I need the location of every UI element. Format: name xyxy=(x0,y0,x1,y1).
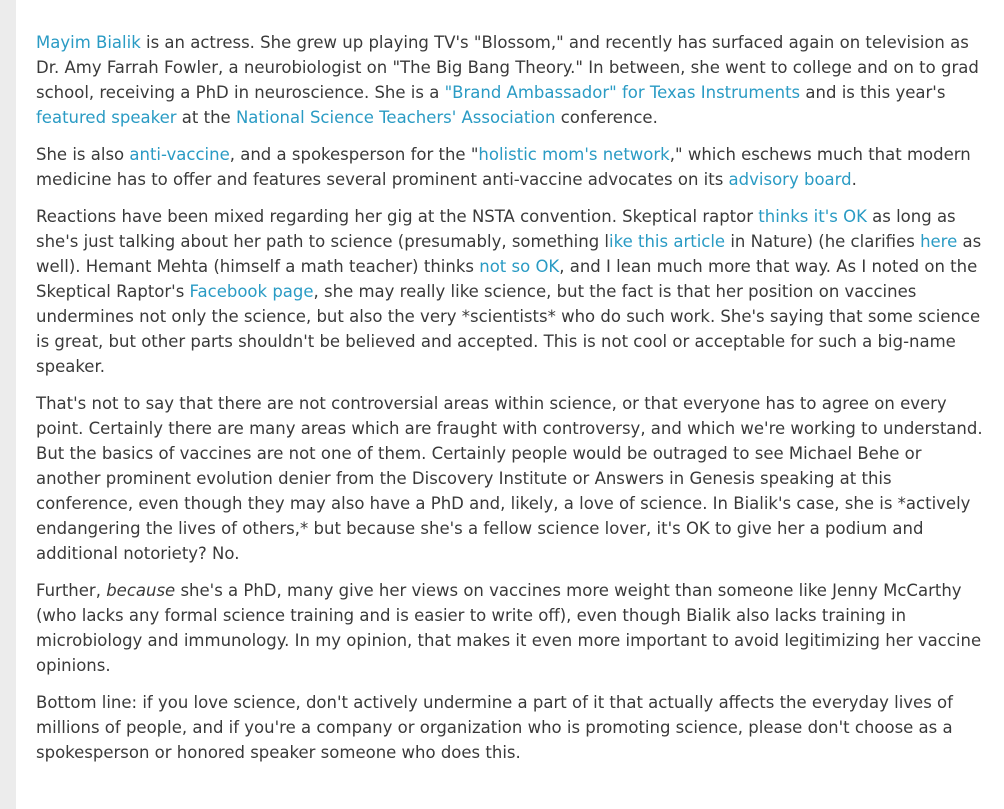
link-nsta[interactable]: National Science Teachers' Association xyxy=(235,108,556,127)
text-run: , and a spokesperson for the " xyxy=(229,145,479,164)
text-run: Reactions have been mixed regarding her gig at the NSTA convention. Skeptical raptor xyxy=(36,207,759,226)
link-here[interactable]: here xyxy=(920,232,958,251)
text-run: Further, xyxy=(36,581,107,600)
text-run: Bottom line: if you love science, don't actively undermine a part of it that actually affects the everyday lives of millions of people, and if you're a company or organization who is promoting science, please don't choose as a spokesperson or honored speaker someone who does this. xyxy=(36,693,953,762)
text-run: as well). Hemant Mehta (himself a math teacher) thinks xyxy=(36,232,982,276)
link-brand-ambassador[interactable]: "Brand Ambassador" for Texas Instruments xyxy=(444,83,801,102)
emphasis-because: because xyxy=(106,581,176,600)
text-run: she's a PhD, many give her views on vaccines more weight than someone like Jenny McCarthy (who lacks any formal science training and is easier to write off), even though Bialik also lacks training in microbiology and immunology. In my opinion, that makes it even more important to avoid legitimizing her vaccine opinions. xyxy=(36,581,982,675)
link-featured-speaker[interactable]: featured speaker xyxy=(36,108,177,127)
link-holistic-moms-network[interactable]: holistic mom's network xyxy=(478,145,670,164)
text-run: and is this year's xyxy=(800,83,946,102)
paragraph-3 xyxy=(36,204,986,379)
text-run: at the xyxy=(176,108,236,127)
paragraph-4 xyxy=(36,391,986,566)
text-run: ," which eschews much that modern medicine has to offer and features several prominent anti-vaccine advocates on its xyxy=(36,145,971,189)
paragraph-5 xyxy=(36,578,986,678)
text-run: , she may really like science, but the fact is that her position on vaccines undermines not only the science, but also the very *scientists* who do such work. She's saying that some science is great, but other parts shouldn't be believed and accepted. This is not cool or acceptable for such a big-name speaker. xyxy=(36,282,981,376)
paragraph-2 xyxy=(36,142,986,192)
text-run: That's not to say that there are not controversial areas within science, or that everyone has to agree on every point. Certainly there are many areas which are fraught with controversy, and which we're working to understand. But the basics of vaccines are not one of them. Certainly people would be outraged to see Michael Behe or another prominent evolution denier from the Discovery Institute or Answers in Genesis speaking at this conference, even though they may also have a PhD and, likely, a love of science. In Bialik's case, she is *actively endangering the lives of others,* but because she's a fellow science lover, it's OK to give her a podium and additional notoriety? No. xyxy=(36,394,983,563)
article-body xyxy=(36,30,986,777)
left-gutter xyxy=(0,0,16,809)
paragraph-1 xyxy=(36,30,986,130)
link-anti-vaccine[interactable]: anti-vaccine xyxy=(129,145,230,164)
link-facebook-page[interactable]: Facebook page xyxy=(189,282,314,301)
link-thinks-its-ok[interactable]: thinks it's OK xyxy=(758,207,867,226)
link-mayim-bialik[interactable]: Mayim Bialik xyxy=(36,33,141,52)
text-run: , and I lean much more that way. As I noted on the Skeptical Raptor's xyxy=(36,257,978,301)
text-run: in Nature) (he clarifies xyxy=(725,232,921,251)
link-not-so-ok[interactable]: not so OK xyxy=(479,257,560,276)
text-run: She is also xyxy=(36,145,130,164)
text-run: . xyxy=(851,170,857,189)
link-advisory-board[interactable]: advisory board xyxy=(728,170,852,189)
link-like-this-article[interactable]: ike this article xyxy=(609,232,726,251)
text-run: conference. xyxy=(555,108,658,127)
text-run: is an actress. She grew up playing TV's "Blossom," and recently has surfaced again on television as Dr. Amy Farrah Fowler, a neurobiologist on "The Big Bang Theory." In between, she went to college and on to grad school, receiving a PhD in neuroscience. She is a xyxy=(36,33,979,102)
text-run: as long as she's just talking about her path to science (presumably, something l xyxy=(36,207,956,251)
paragraph-6 xyxy=(36,690,986,765)
